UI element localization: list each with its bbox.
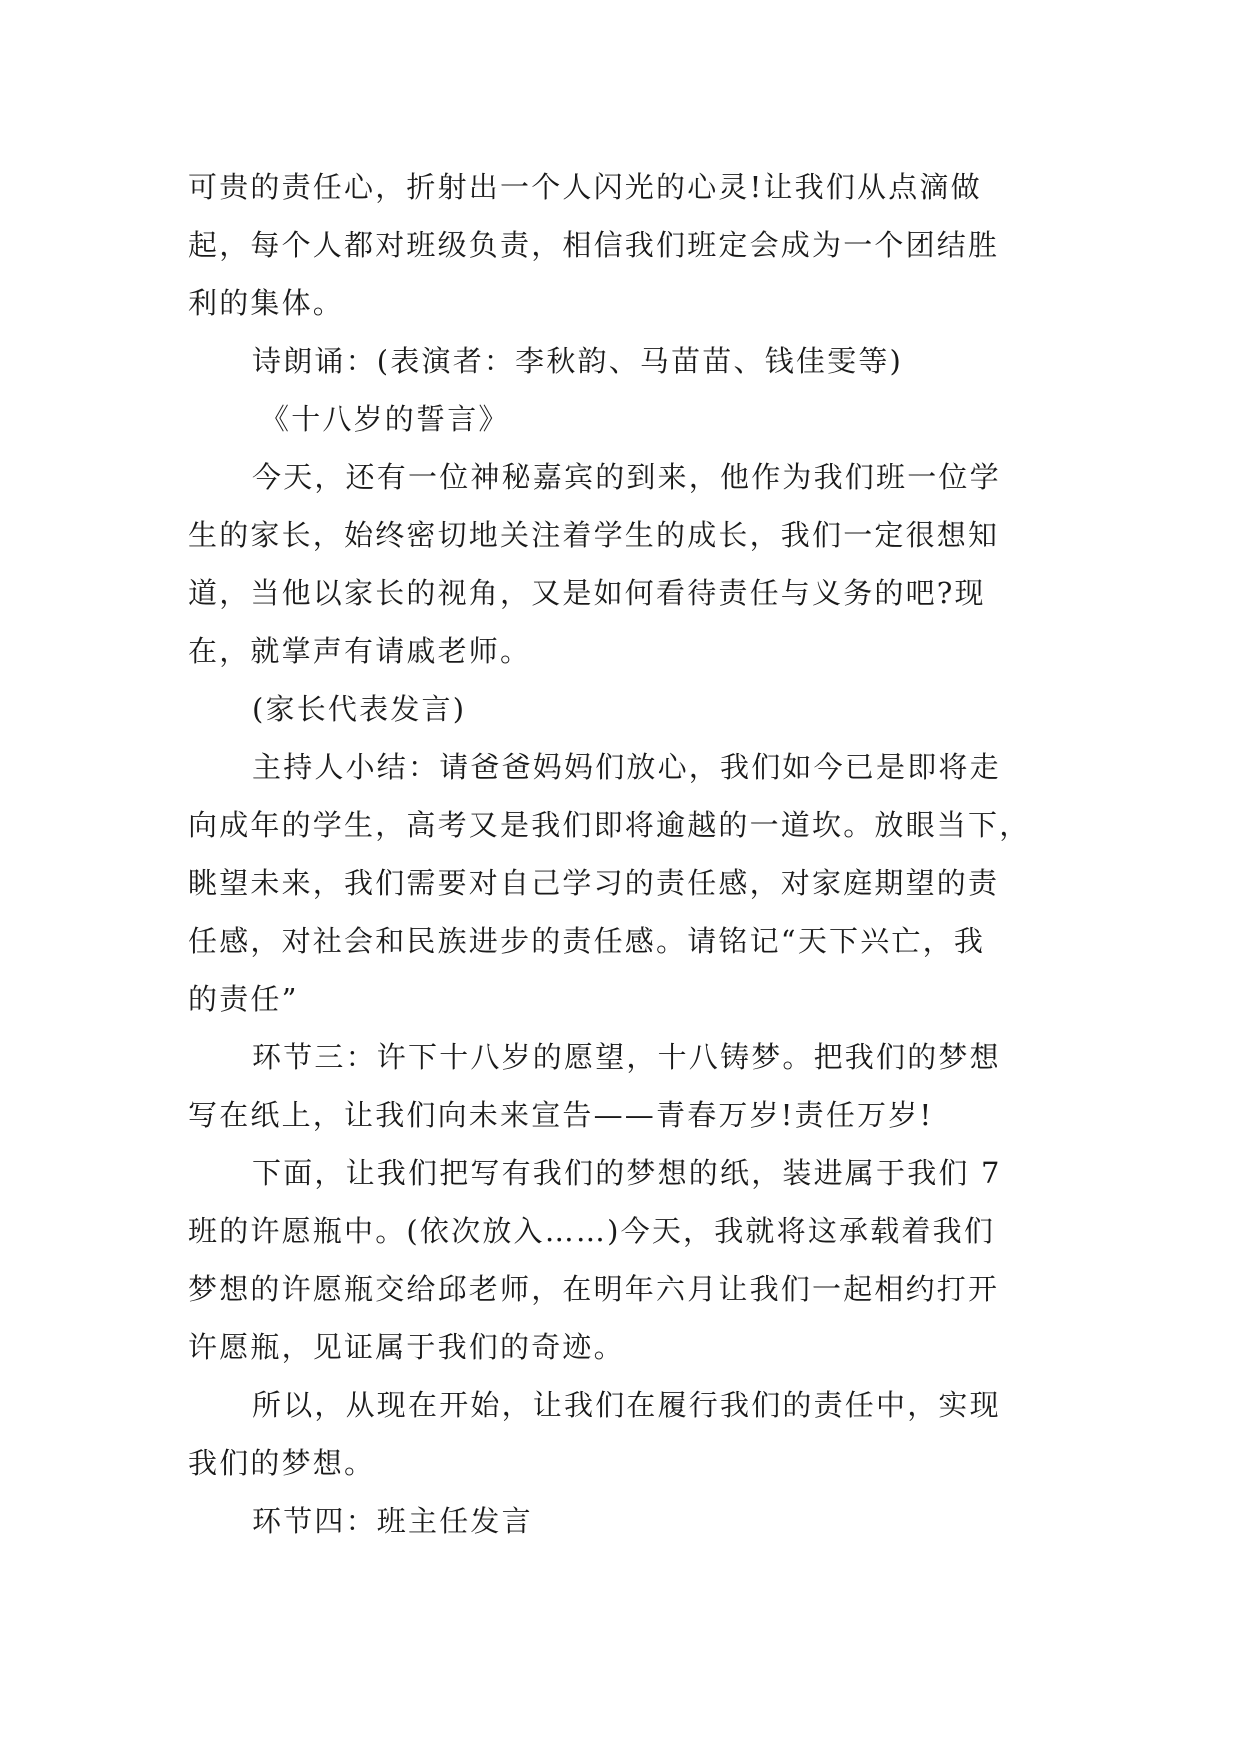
text-line: 下面，让我们把写有我们的梦想的纸，装进属于我们 7 (252, 1156, 1002, 1190)
section-heading: 环节四：班主任发言 (252, 1504, 533, 1538)
text-line: 生的家长，始终密切地关注着学生的成长，我们一定很想知 (188, 518, 1000, 552)
text-line: 的责任” (188, 982, 299, 1016)
text-line: 任感，对社会和民族进步的责任感。请铭记“天下兴亡，我 (188, 924, 986, 958)
text-line: 今天，还有一位神秘嘉宾的到来，他作为我们班一位学 (252, 460, 1001, 494)
text-line: 班的许愿瓶中。(依次放入……)今天，我就将这承载着我们 (188, 1214, 996, 1248)
text-line: 起，每个人都对班级负责，相信我们班定会成为一个团结胜 (188, 228, 1000, 262)
text-line: 在，就掌声有请戚老师。 (188, 634, 532, 668)
text-line: 许愿瓶，见证属于我们的奇迹。 (188, 1330, 625, 1364)
text-line: 诗朗诵：(表演者：李秋韵、马苗苗、钱佳雯等) (252, 344, 904, 378)
poem-title: 《十八岁的誓言》 (260, 402, 510, 436)
text-line: 我们的梦想。 (188, 1446, 376, 1480)
text-line: 利的集体。 (188, 286, 345, 320)
text-line: (家长代表发言) (252, 692, 467, 726)
text-line: 可贵的责任心，折射出一个人闪光的心灵!让我们从点滴做 (188, 170, 982, 204)
text-line: 道，当他以家长的视角，又是如何看待责任与义务的吧?现 (188, 576, 986, 610)
text-line: 所以，从现在开始，让我们在履行我们的责任中，实现 (252, 1388, 1001, 1422)
text-line: 主持人小结：请爸爸妈妈们放心，我们如今已是即将走 (252, 750, 1001, 784)
text-line: 向成年的学生，高考又是我们即将逾越的一道坎。放眼当下， (188, 808, 1031, 842)
text-line: 写在纸上，让我们向未来宣告——青春万岁!责任万岁! (188, 1098, 934, 1132)
document-body (188, 158, 1054, 1550)
text-line: 梦想的许愿瓶交给邱老师，在明年六月让我们一起相约打开 (188, 1272, 1000, 1306)
text-line: 眺望未来，我们需要对自己学习的责任感，对家庭期望的责 (188, 866, 1000, 900)
section-heading: 环节三：许下十八岁的愿望，十八铸梦。把我们的梦想 (252, 1040, 1001, 1074)
